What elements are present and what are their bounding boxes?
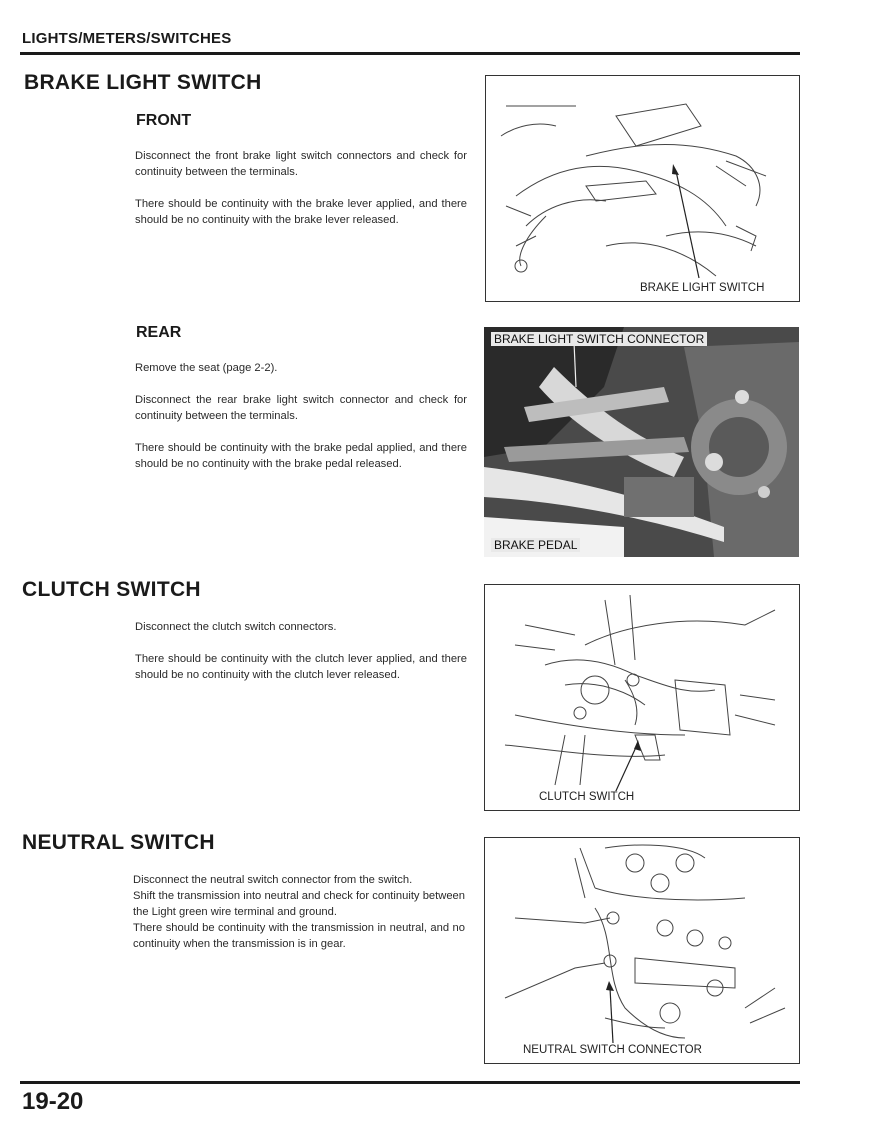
rear-para-1: Remove the seat (page 2-2). [135,362,278,374]
rear-brake-switch-photo-drawing [484,327,799,557]
header-rule [20,52,800,55]
front-para-1: Disconnect the front brake light switch connectors and check for continuity between the terminals. [135,150,467,178]
clutch-instructions [135,619,467,699]
rear-para-2: Disconnect the rear brake light switch connector and check for continuity between the terminals. [135,394,467,422]
front-brake-switch-figure [485,75,800,302]
clutch-switch-drawing [485,585,799,810]
front-instructions [135,148,467,244]
neutral-para-2: Shift the transmission into neutral and check for continuity between the Light green wire terminal and ground. [133,890,465,918]
rear-para-3: There should be continuity with the brake pedal applied, and there should be no continuity with the brake pedal released. [135,442,467,470]
brake-light-switch-title: BRAKE LIGHT SWITCH [24,71,262,94]
front-brake-switch-drawing [486,76,799,301]
neutral-switch-connector-label: NEUTRAL SWITCH CONNECTOR [523,1044,702,1056]
clutch-switch-figure [484,584,800,811]
neutral-switch-drawing [485,838,799,1063]
clutch-para-2: There should be continuity with the clutch lever applied, and there should be no continuity with the clutch lever released. [135,653,467,681]
brake-light-switch-connector-label: BRAKE LIGHT SWITCH CONNECTOR [491,332,707,346]
rear-instructions [135,360,467,488]
brake-light-switch-label: BRAKE LIGHT SWITCH [640,282,765,294]
page-number: 19-20 [22,1088,84,1115]
clutch-switch-title: CLUTCH SWITCH [22,578,201,601]
front-heading: FRONT [136,112,192,129]
neutral-instructions [133,872,465,952]
rear-heading: REAR [136,324,182,341]
neutral-switch-title: NEUTRAL SWITCH [22,831,215,854]
section-header: LIGHTS/METERS/SWITCHES [22,30,232,47]
neutral-para-3: There should be continuity with the transmission in neutral, and no continuity when the transmission is in gear. [133,922,465,950]
neutral-switch-figure [484,837,800,1064]
front-para-2: There should be continuity with the brake lever applied, and there should be no continuity with the brake lever released. [135,198,467,226]
footer-rule [20,1081,800,1084]
rear-brake-switch-photo [484,327,799,557]
brake-pedal-label: BRAKE PEDAL [491,538,580,552]
clutch-switch-label: CLUTCH SWITCH [539,791,635,803]
clutch-para-1: Disconnect the clutch switch connectors. [135,621,337,633]
neutral-para-1: Disconnect the neutral switch connector from the switch. [133,874,413,886]
